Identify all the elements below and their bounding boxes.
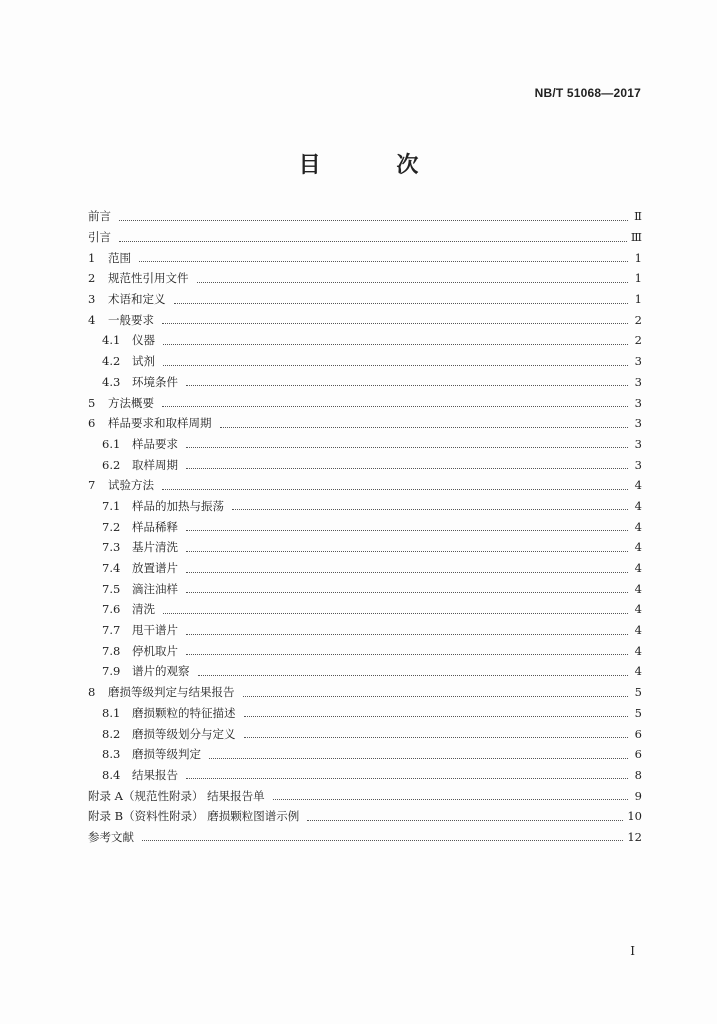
toc-entry-label: 甩干谱片 <box>132 623 178 638</box>
toc-entry-page: 3 <box>634 395 642 410</box>
toc-entry-page: 4 <box>634 602 642 617</box>
toc-entry[interactable] <box>88 765 642 786</box>
dot-leader <box>307 806 623 821</box>
toc-entry-page: 10 <box>627 809 642 824</box>
toc-entry[interactable] <box>88 372 642 393</box>
dot-leader <box>186 620 628 635</box>
toc-entry-label: 范围 <box>108 250 131 265</box>
toc-entry-page: 12 <box>627 829 642 844</box>
toc-entry-label: 放置谱片 <box>132 561 178 576</box>
toc-entry-number: 6 <box>88 416 96 431</box>
page-number: I <box>630 944 635 958</box>
toc-entry-page: 4 <box>634 540 642 555</box>
toc-entry[interactable] <box>88 806 642 827</box>
toc-entry-label: 磨损等级判定与结果报告 <box>108 685 235 700</box>
toc-entry-label: 取样周期 <box>132 457 178 472</box>
toc-entry[interactable] <box>88 744 642 765</box>
toc-entry[interactable] <box>88 785 642 806</box>
toc-entry[interactable] <box>88 516 642 537</box>
toc-entry[interactable] <box>88 578 642 599</box>
toc-entry-label: 环境条件 <box>132 374 178 389</box>
toc-entry-label: 仪器 <box>132 333 155 348</box>
toc-entry-label: 术语和定义 <box>108 292 166 307</box>
toc-entry-page: 1 <box>634 271 642 286</box>
dot-leader <box>139 247 628 262</box>
toc-entry-page: 2 <box>634 312 642 327</box>
toc-entry[interactable] <box>88 351 642 372</box>
toc-entry-page: 4 <box>634 478 642 493</box>
toc-entry[interactable] <box>88 558 642 579</box>
toc-entry-page: 4 <box>634 581 642 596</box>
toc-entry-page: 6 <box>634 726 642 741</box>
dot-leader <box>209 744 628 759</box>
dot-leader <box>186 433 628 448</box>
toc-entry-label: 基片清洗 <box>132 540 178 555</box>
dot-leader <box>186 537 628 552</box>
dot-leader <box>186 764 628 779</box>
toc-entry[interactable] <box>88 434 642 455</box>
toc-entry-number: 7 <box>88 478 96 493</box>
toc-entry[interactable] <box>88 309 642 330</box>
toc-entry-page: 4 <box>634 643 642 658</box>
dot-leader <box>162 309 628 324</box>
toc-entry-number: 8.3 <box>102 747 121 762</box>
dot-leader <box>186 454 628 469</box>
toc-entry[interactable] <box>88 454 642 475</box>
toc-entry[interactable] <box>88 723 642 744</box>
toc-entry[interactable] <box>88 330 642 351</box>
toc-entry-number: 1 <box>88 250 96 265</box>
toc-entry-page: 5 <box>634 685 642 700</box>
dot-leader <box>163 351 628 366</box>
dot-leader <box>186 371 628 386</box>
toc-entry[interactable] <box>88 599 642 620</box>
toc-entry-number: 8.4 <box>102 767 121 782</box>
toc-entry-label: 磨损颗粒的特征描述 <box>132 705 236 720</box>
toc-entry-number: 7.8 <box>102 643 121 658</box>
dot-leader <box>162 475 628 490</box>
toc-entry-label: 结果报告 <box>132 767 178 782</box>
toc-entry-page: 1 <box>634 250 642 265</box>
toc-entry[interactable] <box>88 227 642 248</box>
toc-entry-number: 8 <box>88 685 96 700</box>
toc-entry-number: 4.2 <box>102 354 121 369</box>
toc-entry-label: 附录 B（资料性附录） 磨损颗粒图谱示例 <box>88 809 300 824</box>
dot-leader <box>220 413 629 428</box>
toc-entry-page: 3 <box>634 436 642 451</box>
toc-entry[interactable] <box>88 206 642 227</box>
toc-entry-number: 4.1 <box>102 333 121 348</box>
dot-leader <box>119 206 628 221</box>
toc-entry-label: 清洗 <box>132 602 155 617</box>
toc-entry-number: 5 <box>88 395 96 410</box>
toc-entry-number: 7.7 <box>102 623 121 638</box>
toc-entry-label: 样品要求 <box>132 436 178 451</box>
toc-entry-label: 滴注油样 <box>132 581 178 596</box>
toc-entry-number: 7.5 <box>102 581 121 596</box>
toc-entry-label: 前言 <box>88 209 111 224</box>
dot-leader <box>244 702 629 717</box>
toc-entry-label: 磨损等级判定 <box>132 747 201 762</box>
toc-entry-label: 样品稀释 <box>132 519 178 534</box>
toc-entry-label: 规范性引用文件 <box>108 271 189 286</box>
toc-entry-number: 7.3 <box>102 540 121 555</box>
toc-entry-page: 8 <box>634 767 642 782</box>
toc-entry-page: 9 <box>634 788 642 803</box>
dot-leader <box>119 227 627 242</box>
toc-entry-number: 7.6 <box>102 602 121 617</box>
toc-entry-number: 8.1 <box>102 705 121 720</box>
dot-leader <box>163 599 628 614</box>
toc-entry-number: 7.9 <box>102 664 121 679</box>
dot-leader <box>243 682 629 697</box>
dot-leader <box>186 558 628 573</box>
toc-entry-page: 6 <box>634 747 642 762</box>
toc-entry-page: 4 <box>634 664 642 679</box>
toc-entry-number: 3 <box>88 292 96 307</box>
dot-leader <box>162 392 628 407</box>
toc-entry-page: Ⅲ <box>630 230 642 245</box>
toc-entry-label: 样品的加热与振荡 <box>132 498 224 513</box>
dot-leader <box>197 268 629 283</box>
toc-entry-number: 7.2 <box>102 519 121 534</box>
toc-entry[interactable] <box>88 392 642 413</box>
dot-leader <box>142 826 623 841</box>
dot-leader <box>186 516 628 531</box>
toc-entry-page: 3 <box>634 457 642 472</box>
toc-entry-label: 附录 A（规范性附录） 结果报告单 <box>88 788 265 803</box>
dot-leader <box>244 723 629 738</box>
toc-entry-label: 谱片的观察 <box>132 664 190 679</box>
toc-entry[interactable] <box>88 289 642 310</box>
toc-entry-page: 3 <box>634 416 642 431</box>
toc-entry-number: 8.2 <box>102 726 121 741</box>
toc-entry-label: 停机取片 <box>132 643 178 658</box>
toc-entry-number: 6.2 <box>102 457 121 472</box>
toc-entry[interactable] <box>88 496 642 517</box>
toc-entry-label: 磨损等级划分与定义 <box>132 726 236 741</box>
toc-entry-page: 4 <box>634 519 642 534</box>
toc-entry-number: 7.1 <box>102 498 121 513</box>
toc-entry-number: 2 <box>88 271 96 286</box>
dot-leader <box>186 640 628 655</box>
toc-entry[interactable] <box>88 620 642 641</box>
toc-entry-page: 4 <box>634 561 642 576</box>
dot-leader <box>186 578 628 593</box>
toc-entry-page: 4 <box>634 498 642 513</box>
toc-entry-label: 方法概要 <box>108 395 154 410</box>
toc-entry[interactable] <box>88 537 642 558</box>
toc-entry[interactable] <box>88 703 642 724</box>
toc-entry-number: 7.4 <box>102 561 121 576</box>
toc-entry-page: Ⅱ <box>634 209 642 224</box>
toc-entry-label: 试剂 <box>132 354 155 369</box>
toc-entry[interactable] <box>88 661 642 682</box>
table-of-contents <box>88 206 642 847</box>
toc-entry-label: 一般要求 <box>108 312 154 327</box>
toc-entry-page: 4 <box>634 623 642 638</box>
toc-entry[interactable] <box>88 682 642 703</box>
dot-leader <box>163 330 628 345</box>
toc-entry-label: 样品要求和取样周期 <box>108 416 212 431</box>
toc-entry-label: 试验方法 <box>108 478 154 493</box>
toc-entry[interactable] <box>88 640 642 661</box>
toc-entry-label: 引言 <box>88 230 111 245</box>
toc-entry-number: 4.3 <box>102 374 121 389</box>
toc-entry-page: 3 <box>634 354 642 369</box>
toc-entry[interactable] <box>88 413 642 434</box>
dot-leader <box>198 661 629 676</box>
dot-leader <box>174 289 629 304</box>
toc-entry-number: 4 <box>88 312 96 327</box>
toc-entry[interactable] <box>88 475 642 496</box>
dot-leader <box>232 495 628 510</box>
toc-entry-page: 1 <box>634 292 642 307</box>
toc-entry-number: 6.1 <box>102 436 121 451</box>
toc-entry-page: 3 <box>634 374 642 389</box>
toc-entry-page: 2 <box>634 333 642 348</box>
page-title: 目 次 <box>298 153 453 178</box>
toc-entry[interactable] <box>88 827 642 848</box>
toc-entry-page: 5 <box>634 705 642 720</box>
toc-entry[interactable] <box>88 247 642 268</box>
dot-leader <box>273 785 628 800</box>
standard-code: NB/T 51068—2017 <box>534 86 641 100</box>
toc-entry-label: 参考文献 <box>88 829 134 844</box>
toc-entry[interactable] <box>88 268 642 289</box>
